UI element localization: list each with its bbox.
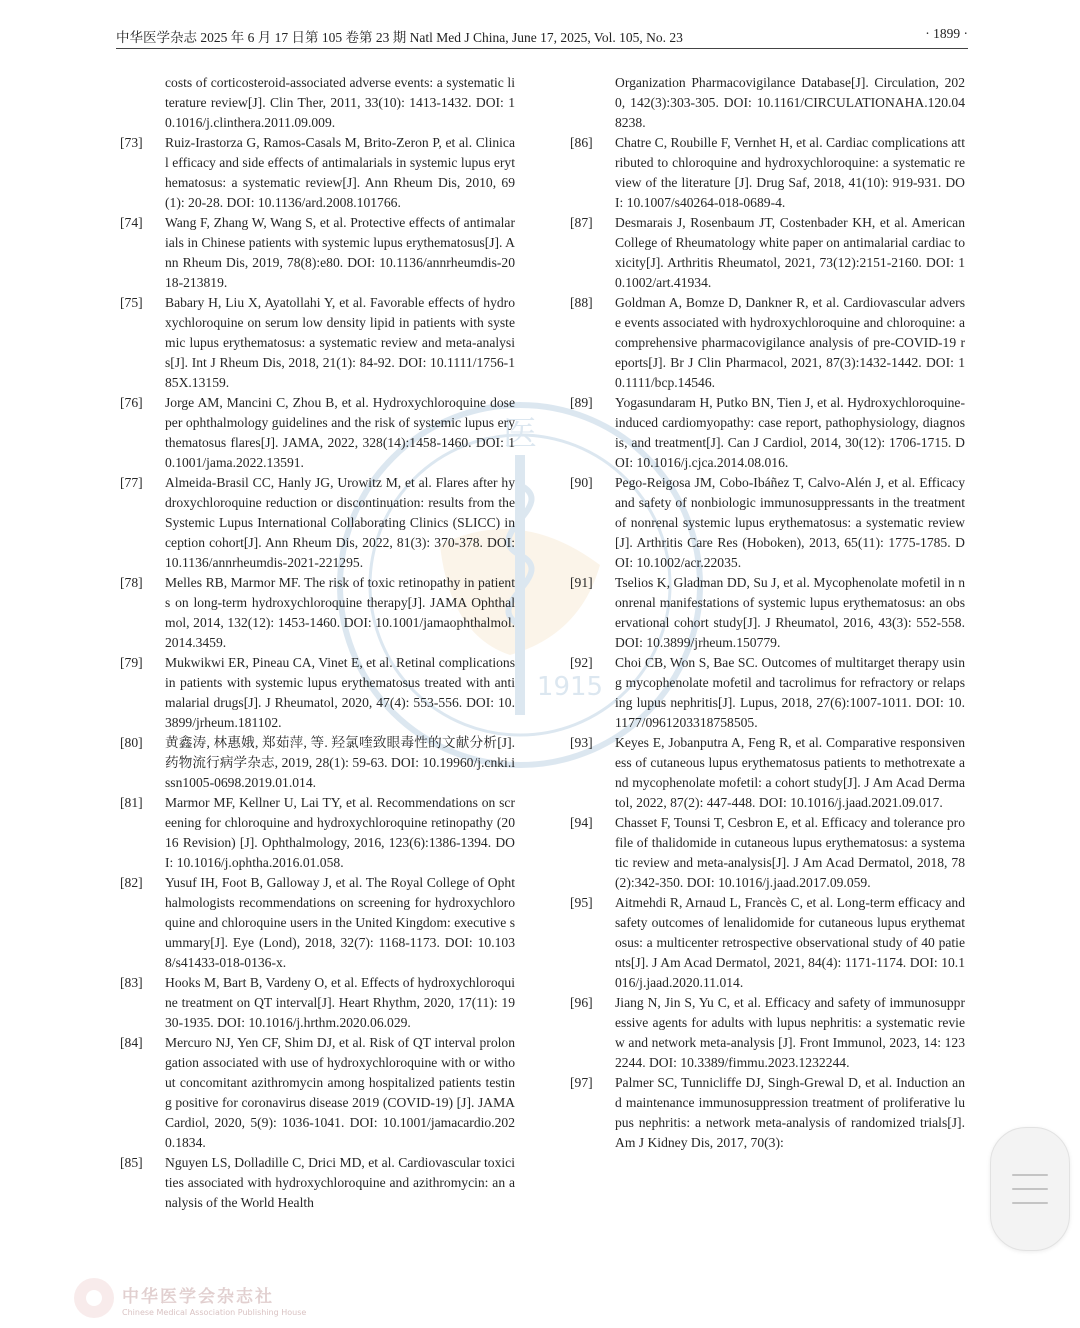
reference-number: [78] (120, 575, 143, 590)
running-header (116, 22, 968, 49)
page-number: · 1899 · (925, 26, 968, 41)
reference-number: [96] (570, 995, 593, 1010)
reference-entry (120, 1033, 515, 1153)
reference-number: [84] (120, 1035, 143, 1050)
reference-text: Pego-Reigosa JM, Cobo-Ibáñez T, Calvo-Alén J, et al. Efficacy and safety of nonbiologic immunosuppressants in the treatment of nonrenal systemic lupus erythematosus: a systematic review[J]. Arthritis Care Res (Hoboken), 2013, 65(11): 1775-1785. DOI: 10.1002/acr.22035. (615, 475, 965, 570)
reference-entry (120, 213, 515, 293)
watermark-year: 1915 (536, 672, 604, 702)
watermark-char: 医 (503, 414, 537, 454)
journal-citation-line: 中华医学杂志 2025 年 6 月 17 日第 105 卷第 23 期 Natl Med J China, June 17, 2025, Vol. 105, No. 23 (116, 30, 683, 45)
reference-entry (120, 653, 515, 733)
reference-entry (570, 893, 965, 993)
reference-entry (570, 653, 965, 733)
reference-entry (120, 393, 515, 473)
reference-number: [94] (570, 815, 593, 830)
reference-text: Yusuf IH, Foot B, Galloway J, et al. The Royal College of Ophthalmologists recommendations on screening for hydroxychloroquine and chloroquine users in the United Kingdom: executive summary[J]. Eye (Lond), 2018, 32(7): 1168-1173. DOI: 10.1038/s41433-018-0136-x. (165, 875, 515, 970)
reference-text: Hooks M, Bart B, Vardeny O, et al. Effects of hydroxychloroquine treatment on QT interval[J]. Heart Rhythm, 2020, 17(11): 1930-1935. DOI: 10.1016/j.hrthm.2020.06.029. (165, 975, 515, 1030)
reference-column-right (570, 73, 965, 1153)
reference-entry (570, 733, 965, 813)
reference-text: Ruiz-Irastorza G, Ramos-Casals M, Brito-Zeron P, et al. Clinical efficacy and side effects of antimalarials in systemic lupus erythematosus: a systematic review[J]. Ann Rheum Dis, 2010, 69(1): 20-28. DOI: 10.1136/ard.2008.101766. (165, 135, 515, 210)
reference-entry (120, 1153, 515, 1213)
reference-text: Keyes E, Jobanputra A, Feng R, et al. Comparative responsiveness of cutaneous lupus erythematosus patients to methotrexate and mycophenolate mofetil: a cohort study[J]. J Am Acad Dermatol, 2022, 87(2): 447-448. DOI: 10.1016/j.jaad.2021.09.017. (615, 735, 965, 810)
reference-entry (120, 873, 515, 973)
reference-text: Wang F, Zhang W, Wang S, et al. Protective effects of antimalarials in Chinese patients with systemic lupus erythematosus[J]. Ann Rheum Dis, 2019, 78(8):e80. DOI: 10.1136/annrheumdis-2018-213819. (165, 215, 515, 290)
reference-text: Chasset F, Tounsi T, Cesbron E, et al. Efficacy and tolerance profile of thalidomide in cutaneous lupus erythematosus: a systematic review and meta-analysis[J]. J Am Acad Dermatol, 2018, 78(2):342-350. DOI: 10.1016/j.jaad.2017.09.059. (615, 815, 965, 890)
reference-text: costs of corticosteroid-associated adverse events: a systematic literature review[J]. Clin Ther, 2011, 33(10): 1413-1432. DOI: 10.1016/j.clinthera.2011.09.009. (165, 75, 515, 130)
reference-entry (120, 293, 515, 393)
reference-text: Almeida-Brasil CC, Hanly JG, Urowitz M, et al. Flares after hydroxychloroquine reduction or discontinuation: results from the Systemic Lupus International Collaborating Clinics (SLICC) inception cohort[J]. Ann Rheum Dis, 2022, 81(3): 370-378. DOI: 10.1136/annrheumdis-2021-221295. (165, 475, 515, 570)
reference-entry (570, 213, 965, 293)
reference-text: Nguyen LS, Dolladille C, Drici MD, et al. Cardiovascular toxicities associated with hydroxychloroquine and azithromycin: an analysis of the World Health (165, 1155, 515, 1210)
reference-number: [92] (570, 655, 593, 670)
reference-number: [75] (120, 295, 143, 310)
reference-text: Mercuro NJ, Yen CF, Shim DJ, et al. Risk of QT interval prolongation associated with use of hydroxychloroquine with or without concomitant azithromycin among hospitalized patients testing positive for coronavirus disease 2019 (COVID-19) [J]. JAMA Cardiol, 2020, 5(9): 1036-1041. DOI: 10.1001/jamacardio.2020.1834. (165, 1035, 515, 1150)
reference-text: 黄鑫涛, 林惠娥, 郑茹萍, 等. 羟氯喹致眼毒性的文献分析[J]. 药物流行病学杂志, 2019, 28(1): 59-63. DOI: 10.19960/j.cnki.issn1005-0698.2019.01.014. (165, 735, 515, 790)
reference-column-left (120, 73, 515, 1213)
reference-number: [87] (570, 215, 593, 230)
reference-entry (120, 733, 515, 793)
reference-entry (120, 133, 515, 213)
menu-lines-icon (1012, 1188, 1048, 1190)
reference-entry (570, 393, 965, 473)
reference-text: Marmor MF, Kellner U, Lai TY, et al. Recommendations on screening for chloroquine and hydroxychloroquine retinopathy (2016 Revision) [J]. Ophthalmology, 2016, 123(6):1386-1394. DOI: 10.1016/j.ophtha.2016.01.058. (165, 795, 515, 870)
menu-lines-icon (1012, 1202, 1048, 1204)
reference-text: Mukwikwi ER, Pineau CA, Vinet E, et al. Retinal complications in patients with systemic lupus erythematosus treated with antimalarial drugs[J]. J Rheumatol, 2020, 47(4): 553-556. DOI: 10.3899/jrheum.181102. (165, 655, 515, 730)
reference-entry (570, 473, 965, 573)
reference-text: Palmer SC, Tunnicliffe DJ, Singh-Grewal D, et al. Induction and maintenance immunosuppression treatment of proliferative lupus nephritis: a network meta-analysis of randomized trials[J]. Am J Kidney Dis, 2017, 70(3): (615, 1075, 965, 1150)
reference-entry (120, 573, 515, 653)
reference-entry (570, 293, 965, 393)
reference-entry (570, 1073, 965, 1153)
reference-number: [85] (120, 1155, 143, 1170)
reference-entry (570, 813, 965, 893)
reference-text: Jiang N, Jin S, Yu C, et al. Efficacy and safety of immunosuppressive agents for adults with lupus nephritis: a systematic review and network meta-analysis [J]. Front Immunol, 2023, 14: 1232244. DOI: 10.3389/fimmu.2023.1232244. (615, 995, 965, 1070)
reference-text: Desmarais J, Rosenbaum JT, Costenbader KH, et al. American College of Rheumatology white paper on antimalarial cardiac toxicity[J]. Arthritis Rheumatol, 2021, 73(12):2151-2160. DOI: 10.1002/art.41934. (615, 215, 965, 290)
reference-entry (120, 973, 515, 1033)
reference-text: Goldman A, Bomze D, Dankner R, et al. Cardiovascular adverse events associated with hydroxychloroquine and chloroquine: a comprehensive pharmacovigilance analysis of pre-COVID-19 reports[J]. Br J Clin Pharmacol, 2021, 87(3):1432-1442. DOI: 10.1111/bcp.14546. (615, 295, 965, 390)
reference-number: [73] (120, 135, 143, 150)
reference-text: Babary H, Liu X, Ayatollahi Y, et al. Favorable effects of hydroxychloroquine on serum low density lipid in patients with systemic lupus erythematosus: a systematic review and meta-analysis[J]. Int J Rheum Dis, 2018, 21(1): 84-92. DOI: 10.1111/1756-185X.13159. (165, 295, 515, 390)
reference-text: Tselios K, Gladman DD, Su J, et al. Mycophenolate mofetil in nonrenal manifestations of systemic lupus erythematosus: an observational cohort study[J]. J Rheumatol, 2016, 43(3): 552-558. DOI: 10.3899/jrheum.150779. (615, 575, 965, 650)
reference-text: Chatre C, Roubille F, Vernhet H, et al. Cardiac complications attributed to chloroquine and hydroxychloroquine: a systematic review of the literature [J]. Drug Saf, 2018, 41(10): 919-931. DOI: 10.1007/s40264-018-0689-4. (615, 135, 965, 210)
reference-text: Aitmehdi R, Arnaud L, Francès C, et al. Long-term efficacy and safety outcomes of lenalidomide for cutaneous lupus erythematosus: a multicenter retrospective observational study of 40 patients[J]. J Am Acad Dermatol, 2021, 84(4): 1171-1174. DOI: 10.1016/j.jaad.2020.11.014. (615, 895, 965, 990)
reference-number: [74] (120, 215, 143, 230)
reference-number: [97] (570, 1075, 593, 1090)
reference-text: Yogasundaram H, Putko BN, Tien J, et al. Hydroxychloroquine-induced cardiomyopathy: case report, pathophysiology, diagnosis, and treatment[J]. Can J Cardiol, 2014, 30(12): 1706-1715. DOI: 10.1016/j.cjca.2014.08.016. (615, 395, 965, 470)
reference-number: [77] (120, 475, 143, 490)
reference-number: [89] (570, 395, 593, 410)
menu-lines-icon (1012, 1174, 1048, 1176)
reference-number: [91] (570, 575, 593, 590)
reference-number: [76] (120, 395, 143, 410)
reference-text: Jorge AM, Mancini C, Zhou B, et al. Hydroxychloroquine dose per ophthalmology guidelines and the risk of systemic lupus erythematosus flares[J]. JAMA, 2022, 328(14):1458-1460. DOI: 10.1001/jama.2022.13591. (165, 395, 515, 470)
reference-entry (120, 793, 515, 873)
reference-entry (570, 133, 965, 213)
reference-entry (120, 473, 515, 573)
reference-number: [86] (570, 135, 593, 150)
reference-number: [90] (570, 475, 593, 490)
publisher-watermark: 中华医学会杂志社 (122, 1287, 274, 1307)
reference-text: Organization Pharmacovigilance Database[J]. Circulation, 2020, 142(3):303-305. DOI: 10.1161/CIRCULATIONAHA.120.048238. (615, 75, 965, 130)
reference-entry (120, 73, 515, 133)
reference-number: [83] (120, 975, 143, 990)
publisher-watermark-subtitle: Chinese Medical Association Publishing House (122, 1308, 307, 1317)
reference-entry (570, 73, 965, 133)
reference-number: [88] (570, 295, 593, 310)
reference-number: [82] (120, 875, 143, 890)
reference-number: [93] (570, 735, 593, 750)
reference-number: [79] (120, 655, 143, 670)
reference-entry (570, 573, 965, 653)
reference-text: Choi CB, Won S, Bae SC. Outcomes of multitarget therapy using mycophenolate mofetil and tacrolimus for refractory or relapsing lupus nephritis[J]. Lupus, 2018, 27(6):1007-1011. DOI: 10.1177/0961203318758505. (615, 655, 965, 730)
reference-text: Melles RB, Marmor MF. The risk of toxic retinopathy in patients on long-term hydroxychloroquine therapy[J]. JAMA Ophthalmol, 2014, 132(12): 1453-1460. DOI: 10.1001/jamaophthalmol.2014.3459. (165, 575, 515, 650)
floating-menu-button[interactable] (990, 1127, 1070, 1251)
reference-number: [81] (120, 795, 143, 810)
reference-entry (570, 993, 965, 1073)
publisher-logo-icon (72, 1276, 116, 1320)
reference-number: [95] (570, 895, 593, 910)
reference-number: [80] (120, 735, 143, 750)
